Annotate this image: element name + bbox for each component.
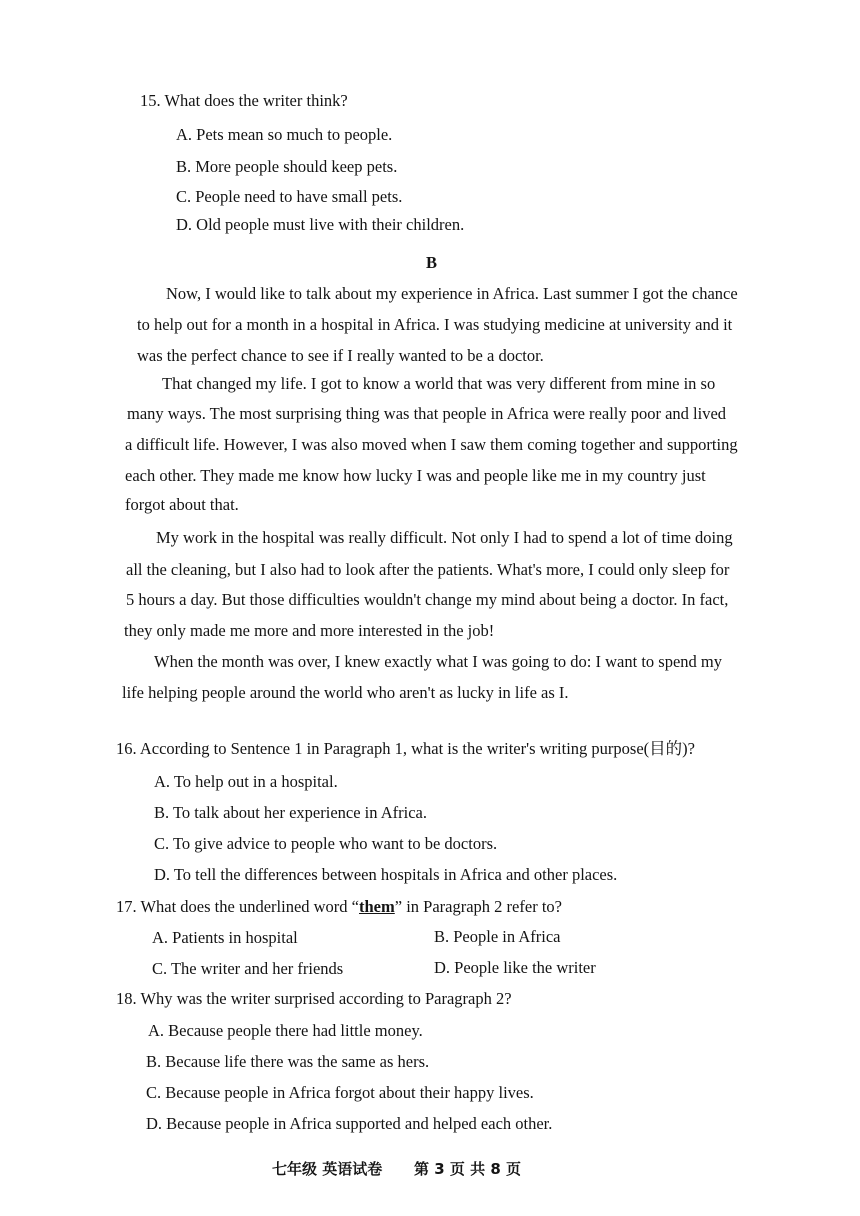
q18-option-b: B. Because life there was the same as hers.: [146, 1052, 430, 1071]
q15-option-d: D. Old people must live with their children.: [176, 215, 465, 234]
footer-page-info: 第 3 页 共 8 页: [414, 1160, 521, 1178]
q15-option-c: C. People need to have small pets.: [176, 187, 403, 206]
passage-p1-line2: to help out for a month in a hospital in Africa. I was studying medicine at university and it: [137, 315, 733, 334]
q17-stem-before: 17. What does the underlined word “: [116, 897, 360, 916]
q17-option-d: D. People like the writer: [434, 958, 596, 977]
question-17-stem: [116, 896, 562, 918]
q18-option-a: A. Because people there had little money.: [148, 1021, 423, 1040]
footer-grade-subject: 七年级 英语试卷: [272, 1160, 383, 1178]
passage-p2-line1: That changed my life. I got to know a world that was very different from mine in so: [162, 374, 716, 393]
passage-p3-line2: all the cleaning, but I also had to look after the patients. What's more, I could only sleep for: [126, 560, 730, 579]
q18-option-d: D. Because people in Africa supported and helped each other.: [146, 1114, 553, 1133]
q17-option-a: A. Patients in hospital: [152, 928, 298, 947]
passage-p3-line4: they only made me more and more interested in the job!: [124, 621, 495, 640]
passage-p2-line4: each other. They made me know how lucky I was and people like me in my country just: [125, 466, 706, 485]
section-title: B: [426, 253, 438, 272]
question-18-stem: 18. Why was the writer surprised according to Paragraph 2?: [116, 989, 512, 1008]
passage-p3-line1: My work in the hospital was really difficult. Not only I had to spend a lot of time doing: [156, 528, 733, 547]
passage-p3-line3: 5 hours a day. But those difficulties wouldn't change my mind about being a doctor. In fact,: [126, 590, 729, 609]
q15-option-b: B. More people should keep pets.: [176, 157, 398, 176]
q16-option-a: A. To help out in a hospital.: [154, 772, 338, 791]
q16-option-b: B. To talk about her experience in Africa.: [154, 803, 427, 822]
q18-option-c: C. Because people in Africa forgot about their happy lives.: [146, 1083, 534, 1102]
q17-option-b: B. People in Africa: [434, 927, 561, 946]
question-16-stem: 16. According to Sentence 1 in Paragraph 1, what is the writer's writing purpose(目的)?: [116, 739, 695, 758]
passage-p1-line1: Now, I would like to talk about my experience in Africa. Last summer I got the chance: [166, 284, 738, 303]
passage-p2-line5: forgot about that.: [125, 495, 239, 514]
q16-option-c: C. To give advice to people who want to be doctors.: [154, 834, 498, 853]
question-15-stem: 15. What does the writer think?: [140, 91, 348, 110]
passage-p2-line2: many ways. The most surprising thing was that people in Africa were really poor and lived: [127, 404, 727, 423]
q15-option-a: A. Pets mean so much to people.: [176, 125, 393, 144]
passage-p4-line2: life helping people around the world who aren't as lucky in life as I.: [122, 683, 569, 702]
q17-option-c: C. The writer and her friends: [152, 959, 344, 978]
q17-stem-after: ” in Paragraph 2 refer to?: [394, 897, 562, 916]
q17-underlined-word: them: [359, 897, 395, 916]
passage-p4-line1: When the month was over, I knew exactly what I was going to do: I want to spend my: [154, 652, 723, 671]
passage-p1-line3: was the perfect chance to see if I really wanted to be a doctor.: [137, 346, 544, 365]
passage-p2-line3: a difficult life. However, I was also moved when I saw them coming together and supporting: [125, 435, 738, 454]
q16-option-d: D. To tell the differences between hospitals in Africa and other places.: [154, 865, 618, 884]
